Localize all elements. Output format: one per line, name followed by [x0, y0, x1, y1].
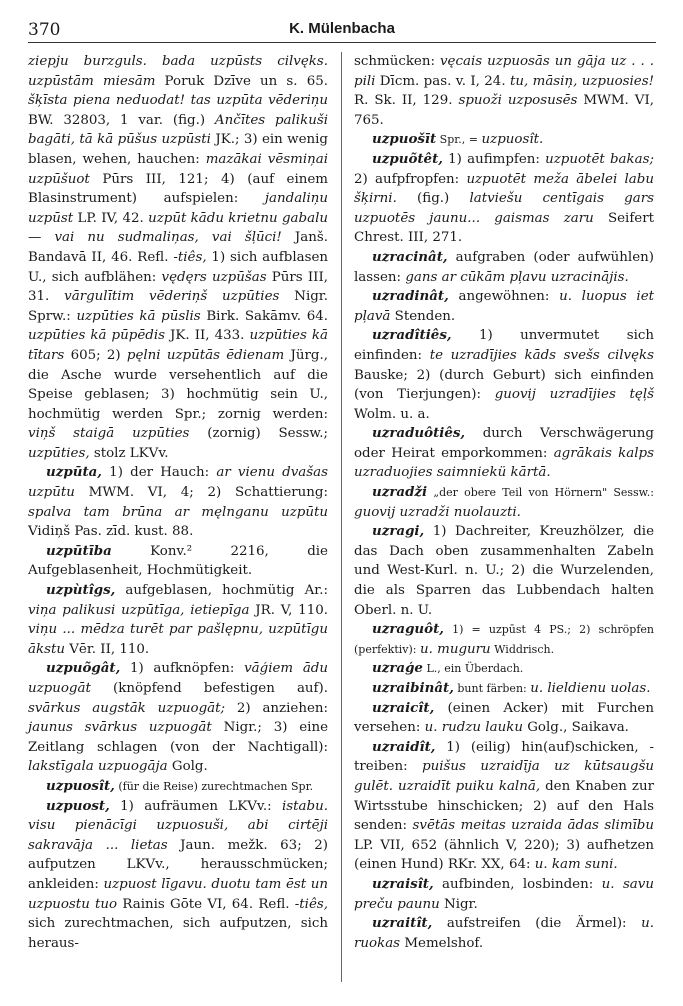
latvian-example: agrākais kalps uzraduojies saimniekü kārtā. — [354, 445, 654, 481]
headword: uzradinât, — [372, 288, 449, 305]
latvian-example: u. kam suni. — [534, 857, 618, 873]
definition-text: aufgraben (oder aufwühlen) lassen: — [354, 249, 654, 285]
headword: uzpuost, — [46, 797, 110, 814]
latvian-example: viņu ... mēdza turēt par pašlępnu, uzpūtīgu ākstu — [28, 622, 328, 657]
definition-text: (zornig) Sessw.; — [189, 426, 328, 442]
definition-text: 1) aufimpfen: — [442, 151, 546, 167]
definition-text: Vidiņš Pas. zīd. kust. 88. — [28, 524, 194, 540]
definition-text: Golg. — [167, 759, 208, 775]
small-definition-text: Spr., = — [436, 133, 482, 147]
definition-text: Dīcm. pas. v. I, 24. — [375, 73, 510, 89]
definition-text: (knöpfend befestigen auf). — [90, 681, 328, 696]
latvian-example: spuoži uzposusēs — [458, 93, 578, 109]
definition-text: Pūrs III, 31. — [28, 269, 328, 305]
headword: uzraicît, — [372, 699, 435, 716]
small-definition-text: L., ein Überdach. — [422, 662, 524, 676]
dictionary-entry — [28, 542, 328, 581]
latvian-example: -tiês, — [294, 896, 328, 912]
definition-text: sich zurechtmachen, sich aufputzen, sich heraus- — [28, 916, 328, 951]
latvian-example: u. lieldienu uolas. — [530, 681, 651, 696]
headword: uzpuõtêt, — [372, 150, 443, 167]
definition-text: Vēr. II, 110. — [64, 641, 150, 657]
small-definition-text: 1) = uzpūst 4 PS.; 2) schröpfen (perfektiv): — [354, 623, 654, 656]
latvian-example: uzpūties kā pūslis — [76, 308, 201, 324]
dictionary-entry — [354, 659, 654, 679]
definition-text: 1) aufknöpfen: — [120, 661, 245, 677]
headword: uzpūtība — [46, 542, 112, 559]
small-definition-text: Widdrisch. — [490, 642, 555, 656]
dictionary-entry — [28, 463, 328, 541]
definition-text: LP. IV, 42. — [73, 210, 149, 226]
headword: uzpuõgât, — [46, 660, 121, 677]
definition-text: 1) unvermutet sich einfinden: — [354, 328, 654, 363]
definition-text: stolz LKVv. — [89, 445, 169, 461]
dictionary-entry — [354, 679, 654, 699]
definition-text: R. Sk. II, 129. — [354, 93, 459, 109]
dictionary-entry — [354, 875, 654, 914]
definition-text: (einen Acker) mit Furchen versehen: — [354, 700, 654, 736]
definition-text: Poruk Dzīve un s. 65. — [155, 73, 328, 89]
headword: uzpuošīt — [372, 131, 437, 148]
definition-text: 1) sich aufblasen U., sich aufblähen: — [28, 249, 328, 285]
small-definition-text: (für die Reise) zurechtmachen Spr. — [114, 779, 314, 793]
latvian-example: jaunus svārkus uzpuogāt — [28, 720, 212, 736]
definition-text: 605; 2) — [64, 347, 127, 363]
latvian-example: mazākai vēsmiņai uzpūšuot — [28, 151, 328, 187]
headword: uzracinât, — [372, 248, 448, 265]
dictionary-entry — [28, 797, 328, 954]
latvian-example: spalva tam brūna ar męlnganu uzpūtu — [28, 504, 328, 520]
definition-text: JK. II, 433. — [164, 328, 250, 344]
headword: uzragi, — [372, 523, 425, 540]
headword: uzraģe — [372, 660, 423, 677]
headword: uzraguôt, — [372, 621, 444, 638]
dictionary-entry — [354, 522, 654, 620]
definition-text: aufgeblasen, hochmütig Ar.: — [115, 583, 328, 599]
latvian-example: jandaliņu uzpūst — [28, 191, 328, 226]
latvian-example: latviešu centīgais gars uzpuotēs jaunu... gaismas zaru — [354, 191, 654, 226]
definition-text: Janš. Bandavā II, 46. Refl. — [28, 230, 328, 265]
definition-text: Rainis Gōte VI, 64. Refl. — [117, 896, 295, 912]
latvian-example: puišus uzraidīja uz kūtsaugšu gulēt. uzraidīt puiku kalnā, — [354, 759, 654, 794]
definition-text: Wolm. u. a. — [354, 406, 430, 422]
dictionary-entry — [28, 659, 328, 777]
headword: uzraibinât, — [372, 680, 454, 696]
latvian-example: vāģiem ādu uzpuogāt — [28, 661, 329, 696]
entry-continuation — [28, 52, 328, 463]
definition-text: Golg., Saikava. — [522, 720, 629, 736]
latvian-example: vędęrs uzpūšas — [161, 269, 267, 285]
headword: uzpūta, — [46, 464, 102, 481]
latvian-example: svētās meitas uzraida ādas slimību — [412, 818, 654, 834]
latvian-example: lakstīgala uzpuogāja — [28, 759, 168, 775]
latvian-example: uzpuosît. — [481, 132, 544, 148]
dictionary-entry — [354, 287, 654, 326]
dictionary-entry — [354, 248, 654, 287]
dictionary-entry — [354, 150, 654, 248]
headword: uzpùtîgs, — [46, 582, 116, 599]
definition-text: Memelshof. — [400, 935, 484, 951]
headword: uzraitît, — [372, 915, 433, 932]
headword: uzradîtiês, — [372, 327, 452, 344]
dictionary-entry — [354, 620, 654, 659]
definition-text: Bauske; 2) (durch Geburt) sich einfinden (von Tierjungen): — [354, 367, 654, 403]
latvian-example: pęlni uzpūtās ēdienam — [126, 347, 285, 363]
definition-text: MWM. VI, 765. — [354, 93, 655, 128]
definition-text: Nigr. Sprw.: — [28, 289, 328, 324]
definition-text: LP. VII, 652 (ähnlich V, 220); 3) aufhetzen (einen Hund) RKr. XX, 64: — [354, 837, 654, 873]
latvian-example: te uzradījies kāds svešs cilvęks — [429, 347, 654, 363]
dictionary-entry — [354, 424, 654, 483]
definition-text: Pūrs III, 121; 4) (auf einem Blasinstrument) aufspielen: — [28, 171, 328, 207]
definition-text: durch Verschwägerung oder Heirat emporkommen: — [354, 426, 654, 461]
entry-continuation — [354, 52, 654, 130]
definition-text: BW. 32803, 1 var. (fig.) — [28, 112, 215, 128]
definition-text: Birk. Sakāmv. 64. — [200, 308, 328, 324]
headword: uzraisît, — [372, 875, 434, 892]
definition-text: aufbinden, losbinden: — [433, 876, 602, 892]
definition-text: 2) aufpfropfen: — [354, 171, 467, 187]
dictionary-entry — [354, 738, 654, 875]
definition-text: Jaun. mežk. 63; 2) aufputzen LKVv., herausschmücken; ankleiden: — [28, 837, 328, 892]
latvian-example: Ančītes palikuši bagāti, tā kā pūšus uzpūsti — [28, 112, 328, 148]
dictionary-entry — [28, 581, 328, 659]
page-number: 370 — [28, 20, 61, 40]
latvian-example: u. luopus iet pļavā — [354, 289, 654, 324]
latvian-example: uzpuotēt bakas; — [545, 151, 654, 167]
definition-text: Seifert Chrest. III, 271. — [354, 210, 654, 246]
running-head: K. Mülenbacha — [289, 20, 395, 37]
headword: uzradži — [372, 484, 428, 501]
dictionary-entry — [354, 699, 654, 738]
definition-text: 1) aufräumen LKVv.: — [109, 798, 283, 814]
definition-text: Nigr. — [439, 896, 478, 912]
definition-text: 1) Dachreiter, Kreuzhölzer, die das Dach oben zusammenhalten Zabeln und West-Kurl. n. U.; 2) die Wurzelenden, die als Sparren das Lubbendach halten Oberl. n. U. — [354, 524, 654, 618]
definition-text: Stenden. — [390, 308, 456, 324]
definition-text: 1) (eilig) hin(auf)schicken, -treiben: — [354, 739, 654, 775]
latvian-example: u. rudzu lauku — [424, 720, 523, 736]
headword: uzraduôtiês, — [372, 425, 466, 442]
latvian-example: guovij uzradži nuolauzti. — [354, 504, 521, 520]
latvian-example: ar vienu dvašas uzpūtu — [28, 465, 328, 501]
dictionary-entry — [28, 777, 328, 797]
latvian-example: svārkus augstāk uzpuogāt; — [28, 700, 226, 716]
latvian-example: u. ruokas — [354, 916, 654, 951]
latvian-example: viņš staigā uzpūties — [28, 426, 190, 442]
latvian-example: u. muguru — [420, 641, 491, 657]
dictionary-entry — [354, 130, 654, 150]
latvian-example: uzpuost līgavu. duotu tam ēst un uzpuostu tuo — [28, 876, 328, 912]
latvian-example: uzpūt kādu krietnu gabalu — vai nu sudmaliņas, vai šļūci! — [28, 210, 328, 246]
latvian-example: tu, māsiņ, uzpuosies! — [509, 73, 654, 89]
latvian-example: guovij uzradījies tęļš — [494, 387, 654, 403]
definition-text: JK.; 3) ein wenig blasen, wehen, hauchen: — [28, 132, 329, 167]
left-column — [28, 52, 328, 953]
latvian-example: uzpūties, — [28, 445, 90, 461]
latvian-example: u. savu preču paunu — [354, 876, 654, 912]
latvian-example: viņa palikusi uzpūtīga, ietiepīga — [28, 602, 250, 618]
latvian-example: ziepju burzguls. bada uzpūsts cilvęks. uzpūstām miesām — [28, 54, 328, 89]
latvian-example: vęcais uzpuosās un gāja uz . . . pili — [354, 54, 654, 89]
small-definition-text: bunt färben: — [453, 682, 531, 695]
latvian-example: vārgulītim vēderiņš uzpūties — [64, 289, 280, 305]
definition-text: 1) der Hauch: — [101, 465, 217, 481]
definition-text: aufstreifen (die Ärmel): — [432, 916, 642, 932]
definition-text: Konv.² 2216, die Aufgeblasenheit, Hochmütigkeit. — [28, 543, 328, 579]
header-rule — [28, 42, 656, 43]
small-definition-text: „der obere Teil von Hörnern" Sessw.: — [427, 486, 654, 500]
definition-text: Nigr.; 3) eine Zeitlang schlagen (von der Nachtigall): — [28, 720, 328, 755]
definition-text: JR. V, 110. — [249, 602, 328, 618]
definition-text: den Knaben zur Wirtsstube hinschicken; 2) auf den Hals senden: — [354, 778, 654, 834]
latvian-example: -tiês, — [173, 249, 207, 265]
column-divider — [341, 52, 342, 982]
dictionary-entry — [354, 326, 654, 424]
page-header — [28, 18, 656, 44]
headword: uzraidît, — [372, 738, 436, 755]
dictionary-entry — [354, 483, 654, 522]
definition-text: (fig.) — [396, 191, 470, 207]
latvian-example: uzpūties kā tītars — [28, 328, 328, 363]
latvian-example: istabu. visu pienācīgi uzpuosuši, abi cirtēji sakravāja ... lietas — [28, 798, 328, 853]
definition-text: 2) anziehen: — [225, 700, 329, 716]
definition-text: schmücken: — [354, 54, 440, 69]
dictionary-entry — [354, 914, 654, 953]
headword: uzpuosît, — [46, 777, 115, 794]
right-column — [354, 52, 654, 953]
latvian-example: šķīsta piena neduodat! tas uzpūta vēderiņu — [28, 93, 328, 109]
latvian-example: gans ar cūkām pļavu uzracinājis. — [405, 269, 629, 285]
latvian-example: uzpūties kā pūpēdis — [28, 328, 165, 344]
definition-text: MWM. VI, 4; 2) Schattierung: — [74, 485, 328, 501]
definition-text: Jürg., die Asche wurde versehentlich auf die Speise geblasen; 3) hochmütig sein U., hochmütig werden Spr.; zornig werden: — [28, 347, 328, 422]
definition-text: angewöhnen: — [448, 289, 560, 305]
latvian-example: uzpuotēt meža ābelei labu šķirni. — [354, 171, 654, 207]
